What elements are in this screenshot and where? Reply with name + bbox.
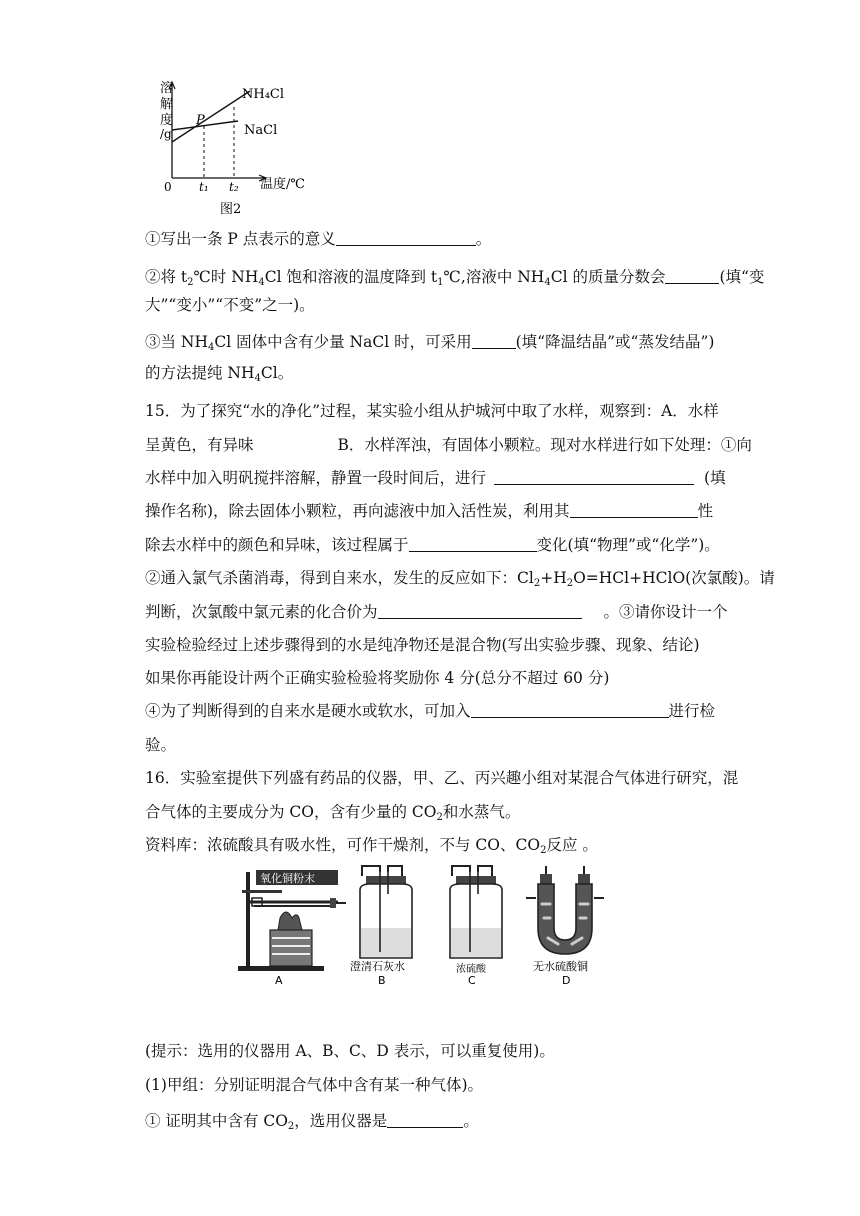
apparatus-figure	[230, 858, 610, 988]
origin-label: 0	[164, 180, 172, 194]
apparatus-a-top-label: 氧化铜粉末	[260, 872, 315, 885]
nacl-curve	[172, 121, 238, 130]
q15-line5: 除去水样中的颜色和异味，该过程属于 变化(填“物理”或“化学”)。	[145, 536, 720, 554]
answer-blank[interactable]	[378, 602, 582, 619]
nh4cl-label: NH₄Cl	[242, 87, 285, 102]
x-axis-label: 温度/℃	[260, 177, 305, 192]
apparatus-b-letter: B	[378, 974, 386, 987]
q15-line3: 水样中加入明矾搅拌溶解，静置一段时间后，进行 (填	[145, 469, 726, 487]
apparatus-a	[238, 870, 346, 987]
t2-tick-label: t₂	[229, 180, 239, 194]
q16-line2: 合气体的主要成分为 CO，含有少量的 $CO_2$和水蒸气。	[145, 803, 521, 823]
solubility-chart	[140, 74, 340, 224]
answer-blank[interactable]	[336, 229, 476, 246]
answer-blank[interactable]	[409, 535, 537, 552]
apparatus-d-label: 无水硫酸铜	[533, 960, 588, 973]
ylabel-char-3: 度	[160, 113, 174, 128]
answer-blank[interactable]	[472, 332, 516, 349]
apparatus-drawing	[230, 858, 610, 988]
answer-blank[interactable]	[665, 267, 719, 284]
q16-group1: (1)甲组：分别证明混合气体中含有某一种气体)。	[145, 1076, 484, 1094]
ylabel-char-1: 溶	[160, 81, 174, 96]
answer-blank[interactable]	[387, 1111, 463, 1128]
apparatus-c	[450, 866, 502, 987]
q15-line9: 如果你再能设计两个正确实验检验将奖励你 4 分(总分不超过 60 分)	[145, 669, 610, 687]
q15-line8: 实验检验经过上述步骤得到的水是纯净物还是混合物(写出实验步骤、现象、结论)	[145, 636, 700, 654]
q15-line10: ④为了判断得到的自来水是硬水或软水，可加入 进行检	[145, 702, 716, 720]
figure-caption: 图2	[220, 202, 242, 217]
t1-tick-label: t₁	[199, 180, 209, 194]
apparatus-b-label: 澄清石灰水	[350, 960, 405, 973]
q16-group1-q1: ① 证明其中含有 $CO_2$，选用仪器是 。	[145, 1112, 479, 1132]
nh4cl-curve	[172, 91, 250, 142]
point-p-label: P	[196, 113, 205, 128]
q14-part3-cont: 的方法提纯 $NH_4Cl$。	[145, 364, 294, 384]
answer-blank[interactable]	[570, 501, 698, 518]
q14-part1: ①写出一条 P 点表示的意义 。	[145, 230, 492, 248]
answer-blank[interactable]	[494, 468, 694, 485]
apparatus-d-letter: D	[562, 974, 571, 987]
q14-part2-cont: 大”“变小”“不变”之一)。	[145, 296, 315, 314]
ylabel-char-4: /g	[160, 127, 172, 141]
q16-line1: 16．实验室提供下列盛有药品的仪器，甲、乙、丙兴趣小组对某混合气体进行研究，混	[145, 769, 739, 787]
q16-line3: 资料库：浓硫酸具有吸水性，可作干燥剂，不与 CO、$CO_2$反应 。	[145, 836, 598, 856]
q14-part3: ③当 $NH_4Cl$ 固体中含有少量 NaCl 时，可采用 (填“降温结晶”或“蒸发结晶”)	[145, 333, 715, 353]
answer-blank[interactable]	[471, 701, 669, 718]
ylabel-char-2: 解	[160, 97, 174, 112]
apparatus-a-letter: A	[275, 974, 283, 987]
q16-hint: (提示：选用的仪器用 A、B、C、D 表示，可以重复使用)。	[145, 1042, 555, 1060]
q15-line7: 判断，次氯酸中氯元素的化合价为 。③请你设计一个	[145, 603, 728, 621]
apparatus-d	[526, 866, 604, 987]
solubility-figure	[140, 74, 340, 224]
q14-part2: ②将 $t_2℃$时 $NH_4Cl$ 饱和溶液的温度降到 $t_1℃$,溶液中 $NH_4Cl$ 的质量分数会 (填“变	[145, 268, 765, 288]
q15-line1: 15．为了探究“水的净化”过程，某实验小组从护城河中取了水样，观察到：A．水样	[145, 402, 719, 420]
q15-line4: 操作名称)，除去固体小颗粒，再向滤液中加入活性炭，利用其 性	[145, 502, 714, 520]
q15-line6: ②通入氯气杀菌消毒，得到自来水，发生的反应如下：$Cl_2+H_2O=HCl+HClO$(次氯酸)。请	[145, 569, 775, 589]
q15-line2: 呈黄色，有异味 B．水样浑浊，有固体小颗粒。现对水样进行如下处理：①向	[145, 436, 752, 454]
apparatus-c-label: 浓硫酸	[456, 964, 486, 975]
apparatus-b	[350, 866, 412, 987]
nacl-label: NaCl	[244, 123, 278, 138]
apparatus-c-letter: C	[468, 974, 476, 987]
q15-line11: 验。	[145, 736, 177, 754]
